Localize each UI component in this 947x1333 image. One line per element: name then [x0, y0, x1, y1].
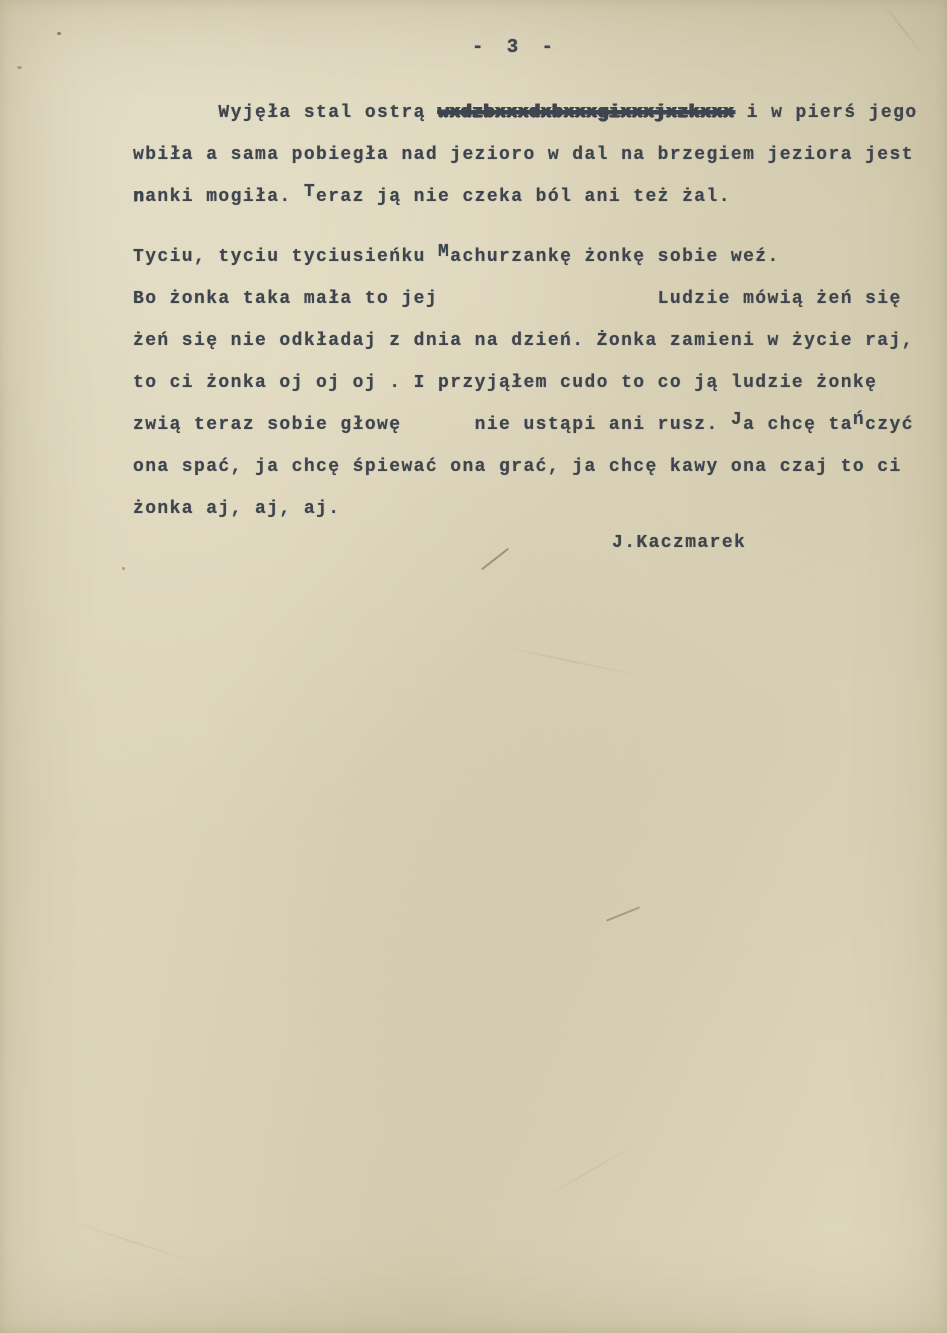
text-segment: wbiła a sama pobiegła nad jezioro w dal na brzegiem jeziora jest [133, 145, 914, 165]
text-segment: i w pierś jego [734, 103, 918, 123]
paper-crease [538, 1140, 643, 1202]
text-segment: czyć [865, 415, 914, 435]
text-segment: eraz ją nie czeka ból ani też żal. [316, 187, 731, 207]
text-segment: anki mogiła. [145, 187, 304, 207]
text-line [133, 488, 914, 530]
paper-crease [881, 1, 926, 57]
text-line [133, 92, 918, 134]
text-line [133, 134, 918, 176]
song-lyrics-paragraph [133, 236, 914, 530]
text-segment: a chcę ta [743, 415, 853, 435]
prose-paragraph [133, 92, 918, 218]
text-line [133, 278, 914, 320]
paper-crease [63, 1218, 197, 1263]
page-number: - 3 - [472, 36, 560, 58]
text-line [133, 320, 914, 362]
text-segment: to ci żonka oj oj oj . I przyjąłem cudo to co ją ludzie żonkę [133, 373, 878, 393]
text-line [133, 446, 914, 488]
paper-crease [496, 644, 643, 677]
text-segment: Wyjęła stal ostrą [133, 103, 439, 123]
text-segment: achurzankę żonkę sobie weź. [450, 247, 780, 267]
pencil-mark [606, 906, 640, 921]
paper-speck [17, 66, 22, 69]
paper-speck [122, 567, 125, 570]
text-segment: żeń się nie odkładaj z dnia na dzień. Żonka zamieni w życie raj, [133, 331, 914, 351]
text-segment: Tyciu, tyciu tyciusieńku [133, 247, 439, 267]
text-line [133, 404, 914, 446]
text-segment: M [438, 242, 451, 262]
text-line [133, 236, 914, 278]
author-signature: J.Kaczmarek [612, 533, 747, 553]
struck-out-text: wxdzbxxxdxbxxxgixxxjxzkxxx [438, 103, 735, 123]
text-segment: J [730, 410, 744, 430]
text-segment: zwią teraz sobie głowę nie ustąpi ani rusz. [133, 415, 731, 435]
pencil-mark [481, 548, 509, 570]
text-segment: ń [852, 410, 866, 430]
text-line [133, 362, 914, 404]
text-segment: T [303, 182, 317, 202]
text-segment: ona spać, ja chcę śpiewać ona grać, ja chcę kawy ona czaj to ci [133, 457, 902, 477]
text-line [133, 176, 918, 218]
paper-speck [57, 32, 61, 35]
text-segment: n [133, 187, 146, 207]
text-segment: żonka aj, aj, aj. [133, 499, 341, 519]
text-segment: Bo żonka taka mała to jej Ludzie mówią żeń się [133, 289, 902, 309]
